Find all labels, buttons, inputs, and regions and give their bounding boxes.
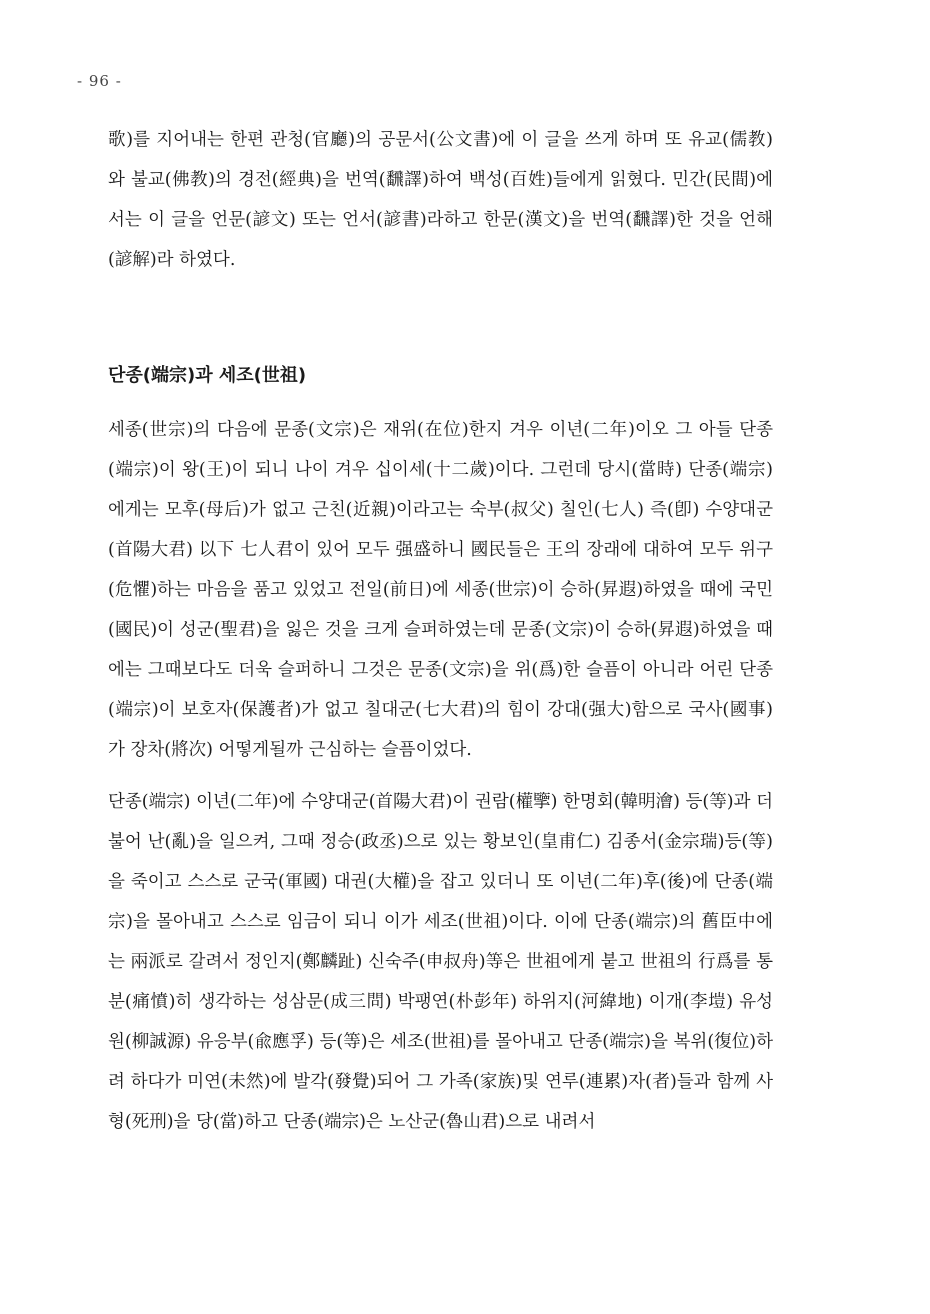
section-heading: 단종(端宗)과 세조(世祖) (108, 365, 307, 386)
page-number: - 96 - (77, 72, 122, 90)
section-paragraph-1: 세종(世宗)의 다음에 문종(文宗)은 재위(在位)한지 겨우 이년(二年)이오 그 아들 단종(端宗)이 왕(王)이 되니 나이 겨우 십이세(十二歲)이다. 그런데 당시(當時) 단종(端宗)에게는 모후(母后)가 없고 근친(近親)이라고는 숙부(叔父) 칠인(七人) 즉(卽) 수양대군(首陽大君) 以下 七人君이 있어 모두 强盛하니 國民들은 王의 장래에 대하여 모두 위구(危懼)하는 마음을 품고 있었고 전일(前日)에 세종(世宗)이 승하(昇遐)하였을 때에 국민(國民)이 성군(聖君)을 잃은 것을 크게 슬퍼하였는데 문종(文宗)이 승하(昇遐)하였을 때에는 그때보다도 더욱 슬퍼하니 그것은 문종(文宗)을 위(爲)한 슬픔이 아니라 어린 단종(端宗)이 보호자(保護者)가 없고 칠대군(七大君)의 힘이 강대(强大)함으로 국사(國事)가 장차(將次) 어떻게될까 근심하는 슬픔이었다. (108, 420, 773, 760)
intro-paragraph: 歌)를 지어내는 한편 관청(官廳)의 공문서(公文書)에 이 글을 쓰게 하며 또 유교(儒教)와 불교(佛教)의 경전(經典)을 번역(飜譯)하여 백성(百姓)들에게 읽혔다. 민간(民間)에서는 이 글을 언문(諺文) 또는 언서(諺書)라하고 한문(漢文)을 번역(飜譯)한 것을 언해(諺解)라 하였다. (108, 130, 773, 270)
section-paragraph-2: 단종(端宗) 이년(二年)에 수양대군(首陽大君)이 권람(權擥) 한명회(韓明澮) 등(等)과 더불어 난(亂)을 일으켜, 그때 정승(政丞)으로 있는 황보인(皇甫仁) 김종서(金宗瑞)등(等)을 죽이고 스스로 군국(軍國) 대권(大權)을 잡고 있더니 또 이년(二年)후(後)에 단종(端宗)을 몰아내고 스스로 임금이 되니 이가 세조(世祖)이다. 이에 단종(端宗)의 舊臣中에는 兩派로 갈려서 정인지(鄭麟趾) 신숙주(申叔舟)等은 世祖에게 붙고 世祖의 行爲를 통분(痛憤)히 생각하는 성삼문(成三問) 박팽연(朴彭年) 하위지(河緯地) 이개(李塏) 유성원(柳誠源) 유응부(兪應孚) 등(等)은 세조(世祖)를 몰아내고 단종(端宗)을 복위(復位)하려 하다가 미연(未然)에 발각(發覺)되어 그 가족(家族)및 연루(連累)자(者)들과 함께 사형(死刑)을 당(當)하고 단종(端宗)은 노산군(魯山君)으로 내려서 (108, 792, 773, 1132)
page-content (108, 120, 773, 1142)
